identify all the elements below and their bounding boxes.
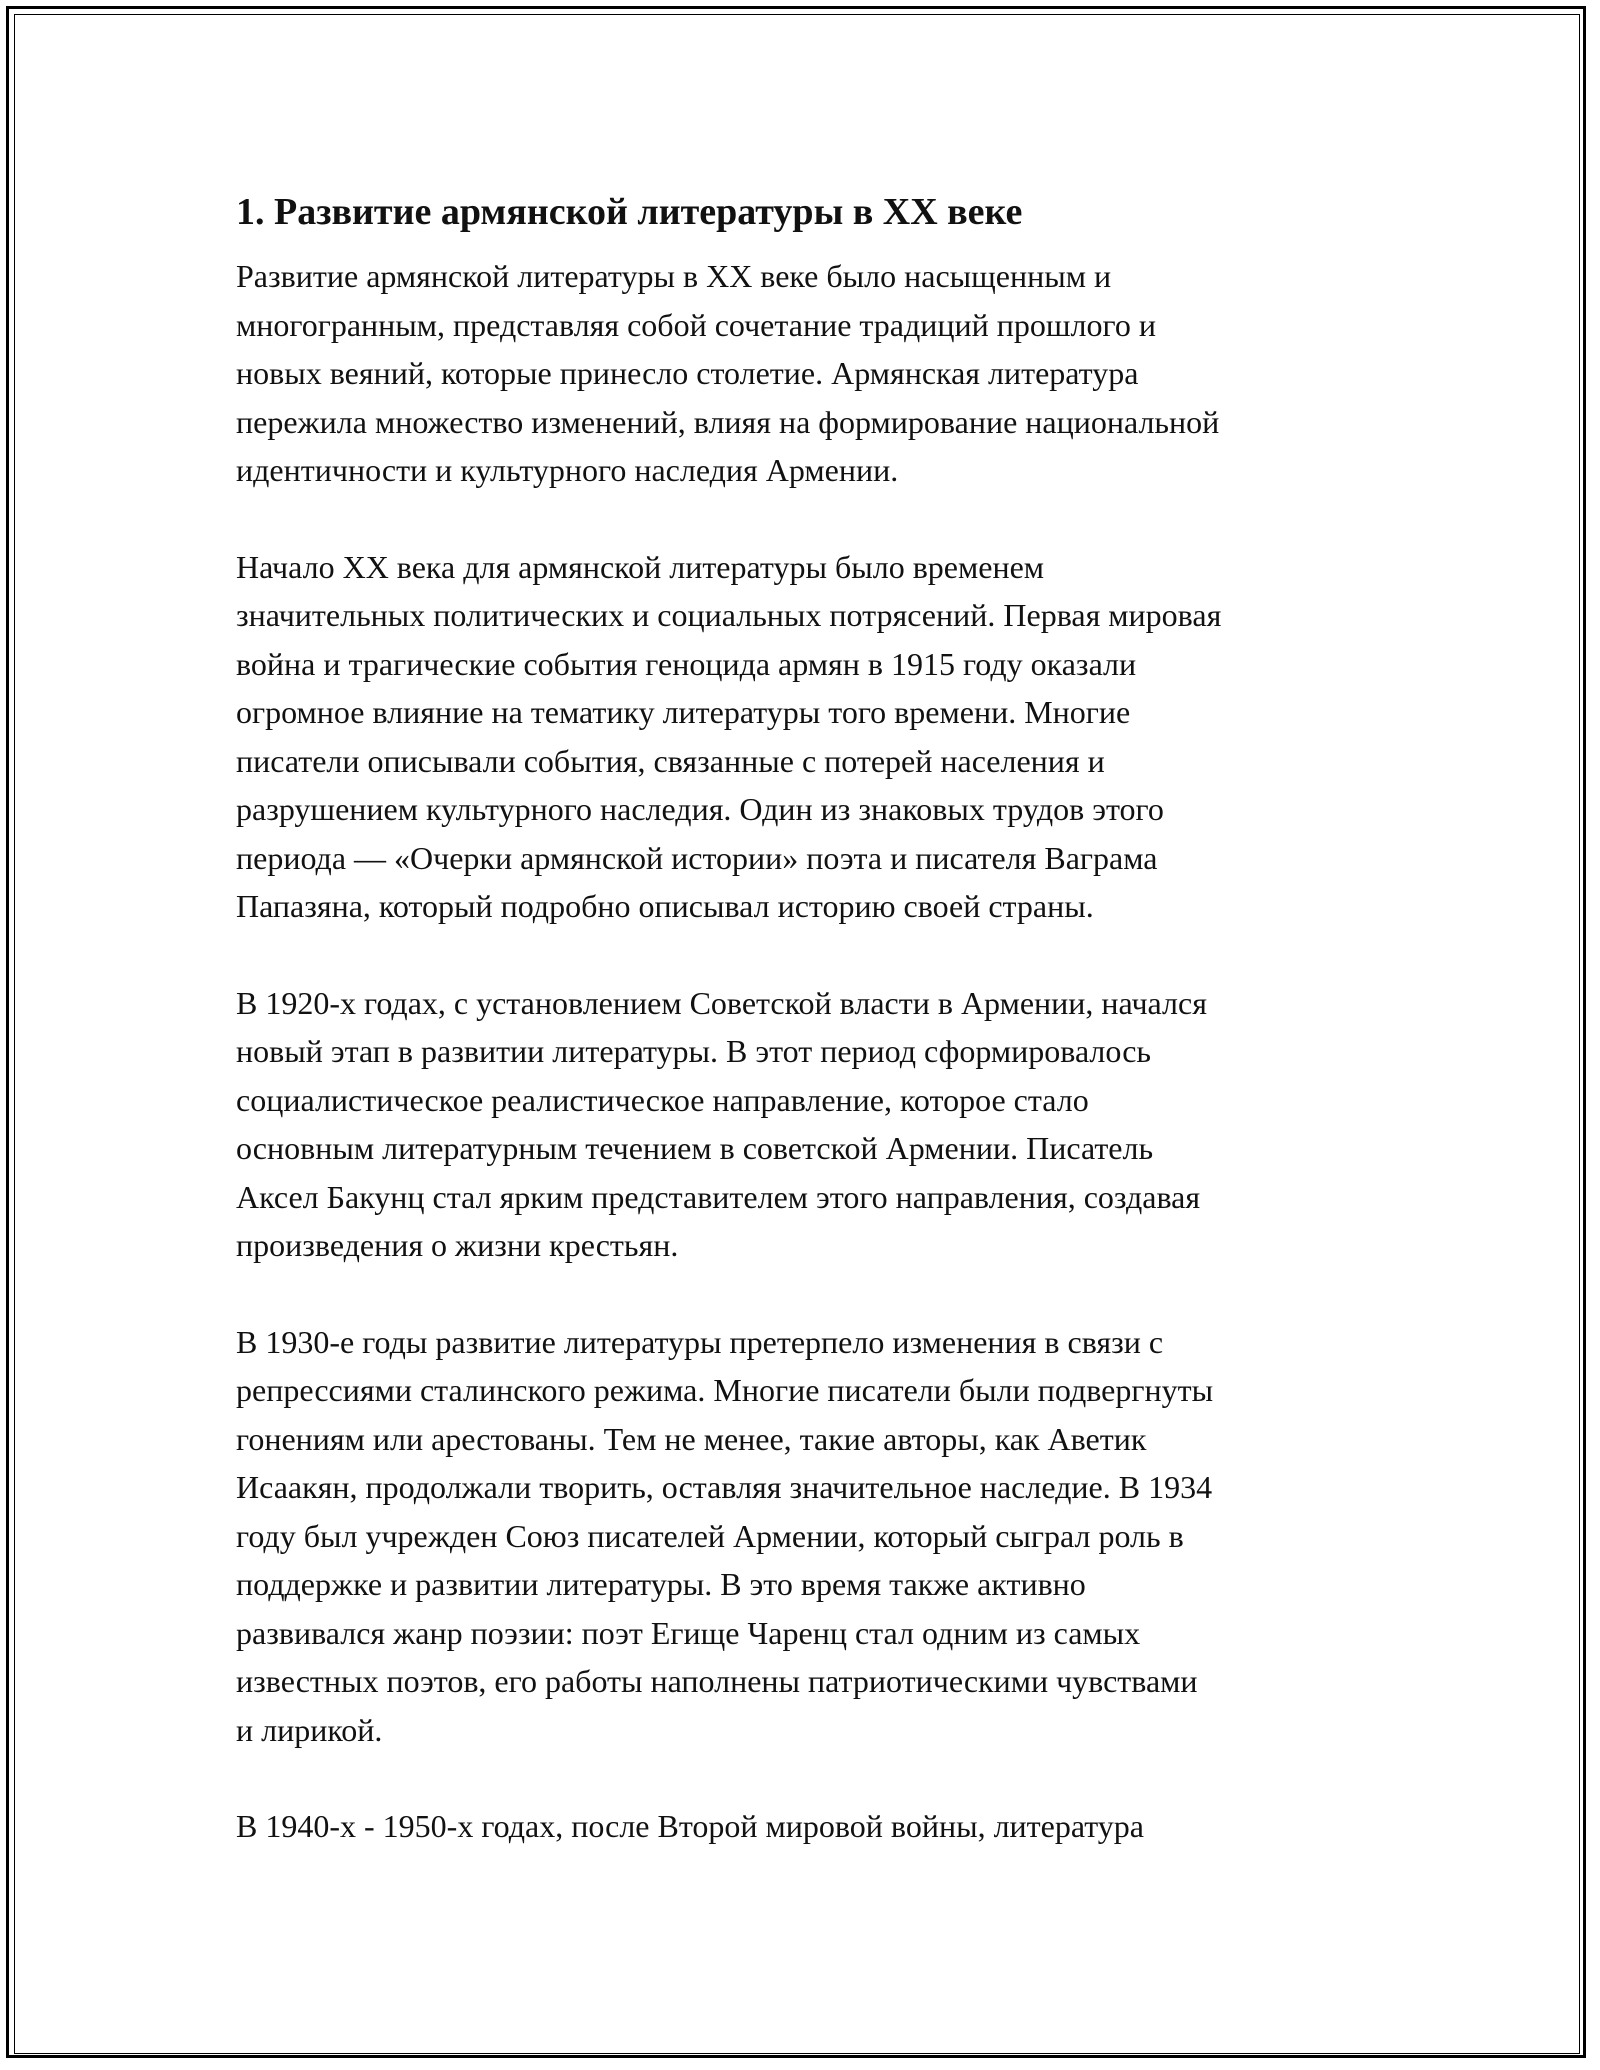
paragraph-1940s-1950s	[236, 1802, 1386, 1851]
text-line: писатели описывали события, связанные с потерей населения и	[236, 742, 1105, 779]
text-line: идентичности и культурного наследия Армении.	[236, 452, 899, 488]
text-line: В 1940-х - 1950-х годах, после Второй мировой войны, литература	[236, 1808, 1144, 1844]
text-line: В 1920-х годах, с установлением Советской власти в Армении, начался	[236, 984, 1207, 1021]
text-line: В 1930-е годы развитие литературы претерпело изменения в связи с	[236, 1323, 1164, 1360]
section-heading: 1. Развитие армянской литературы в XX веке	[236, 191, 1023, 233]
paragraph-1930s	[236, 1318, 1386, 1755]
text-line: поддержке и развитии литературы. В это время также активно	[236, 1566, 1086, 1602]
text-line: развивался жанр поэзии: поэт Егище Чаренц стал одним из самых	[236, 1614, 1141, 1651]
text-line: значительных политических и социальных потрясений. Первая мировая	[236, 597, 1222, 633]
text-line: основным литературным течением в советской Армении. Писатель	[236, 1130, 1154, 1166]
text-line: периода — «Очерки армянской истории» поэта и писателя Ваграма	[236, 839, 1158, 876]
document-body	[236, 186, 1386, 1899]
text-line: война и трагические события геноцида армян в 1915 году оказали	[236, 645, 1137, 682]
text-line: Начало XX века для армянской литературы было временем	[236, 548, 1045, 585]
text-line: Исаакян, продолжали творить, оставляя значительное наследие. В 1934	[236, 1469, 1213, 1505]
text-line: многогранным, представляя собой сочетание традиций прошлого и	[236, 306, 1156, 343]
text-line: гонениям или арестованы. Тем не менее, такие авторы, как Аветик	[236, 1420, 1147, 1457]
text-line: пережила множество изменений, влияя на формирование национальной	[236, 403, 1220, 440]
text-line: известных поэтов, его работы наполнены патриотическими чувствами	[236, 1663, 1198, 1699]
paragraph-early-century	[236, 543, 1386, 931]
text-line: году был учрежден Союз писателей Армении, который сыграл роль в	[236, 1517, 1184, 1554]
paragraph-1920s	[236, 979, 1386, 1270]
text-line: Развитие армянской литературы в XX веке было насыщенным и	[236, 258, 1112, 294]
text-line: огромное влияние на тематику литературы того времени. Многие	[236, 694, 1131, 730]
text-line: Аксел Бакунц стал ярким представителем этого направления, создавая	[236, 1178, 1201, 1215]
paragraph-intro	[236, 252, 1386, 495]
text-line: новых веяний, которые принесло столетие. Армянская литература	[236, 355, 1139, 391]
text-line: Папазяна, который подробно описывал историю своей страны.	[236, 888, 1094, 924]
text-line: разрушением культурного наследия. Один из знаковых трудов этого	[236, 791, 1164, 827]
text-line: и лирикой.	[236, 1711, 383, 1748]
text-line: репрессиями сталинского режима. Многие писатели были подвергнуты	[236, 1372, 1214, 1408]
text-line: произведения о жизни крестьян.	[236, 1227, 679, 1263]
text-line: социалистическое реалистическое направление, которое стало	[236, 1081, 1089, 1118]
text-line: новый этап в развитии литературы. В этот период сформировалось	[236, 1033, 1151, 1069]
